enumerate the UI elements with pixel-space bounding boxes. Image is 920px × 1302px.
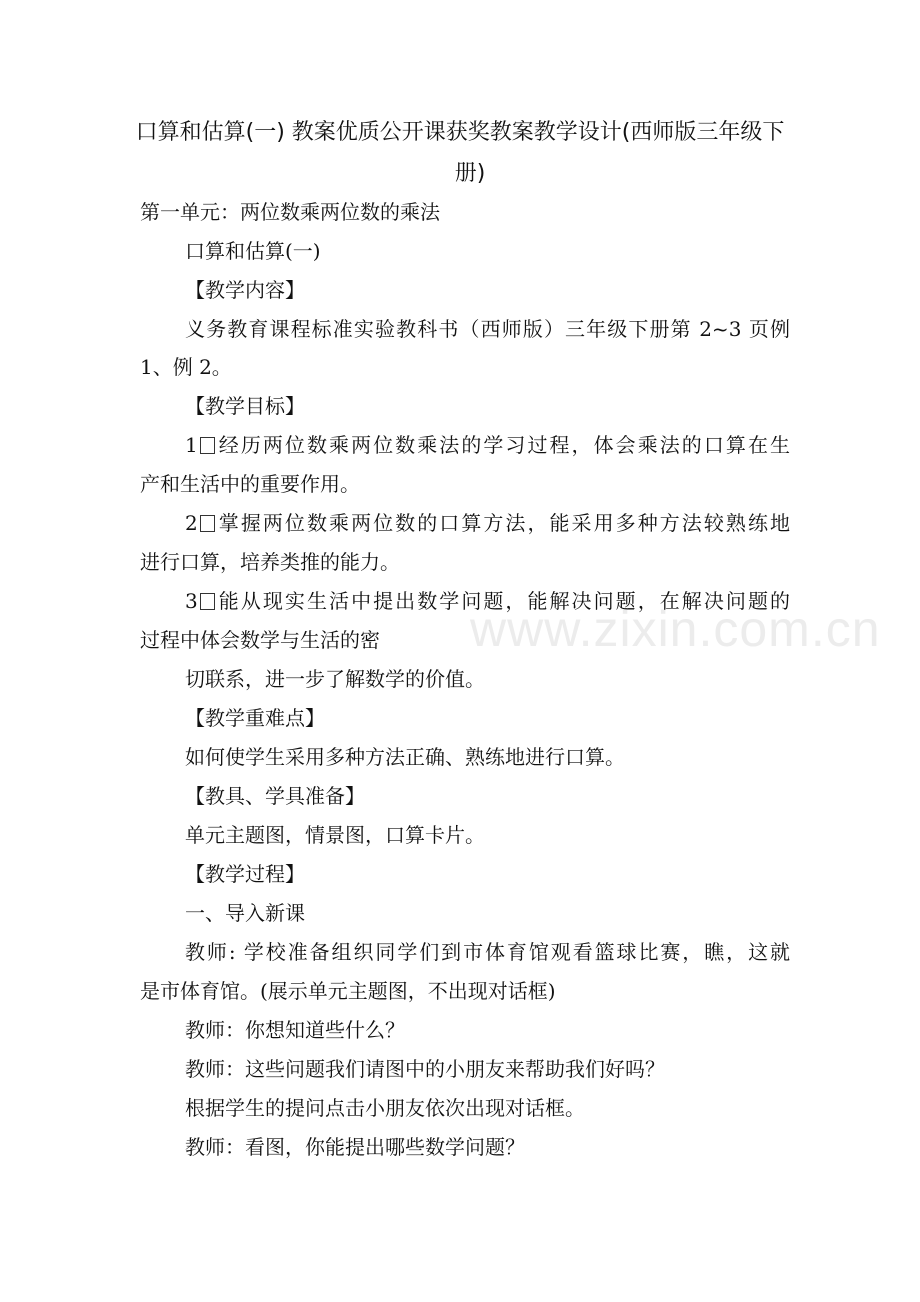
goal-3-number: 3 xyxy=(185,589,198,613)
missing-glyph-box-icon xyxy=(200,437,215,454)
goal-3-line-2: 过程中体会数学与生活的密 xyxy=(140,628,380,652)
unit-heading: 第一单元：两位数乘两位数的乘法 xyxy=(140,200,440,224)
goal-2-text: 掌握两位数乘两位数的口算方法，能采用多种方法较熟练地 xyxy=(216,511,790,535)
teacher-line-1b: 是市体育馆。(展示单元主题图，不出现对话框) xyxy=(140,979,556,1003)
goal-1-line-2: 产和生活中的重要作用。 xyxy=(140,472,360,496)
step-1-heading: 一、导入新课 xyxy=(185,901,305,925)
goal-3-line-1 xyxy=(185,587,790,615)
section-prep-heading: 【教具、学具准备】 xyxy=(185,784,365,808)
section-key-heading: 【教学重难点】 xyxy=(185,706,325,730)
section-goal-heading: 【教学目标】 xyxy=(185,394,305,418)
goal-3-text: 能从现实生活中提出数学问题，能解决问题，在解决问题的 xyxy=(216,589,790,613)
teacher-line-5: 教师：看图，你能提出哪些数学问题？ xyxy=(185,1135,525,1159)
key-text: 如何使学生采用多种方法正确、熟练地进行口算。 xyxy=(185,745,625,769)
goal-2-line-2: 进行口算，培养类推的能力。 xyxy=(140,550,400,574)
section-content-heading: 【教学内容】 xyxy=(185,278,305,302)
missing-glyph-box-icon xyxy=(200,515,215,532)
goal-2-number: 2 xyxy=(185,511,198,535)
lesson-heading: 口算和估算(一) xyxy=(185,239,321,263)
prep-text: 单元主题图，情景图，口算卡片。 xyxy=(185,823,485,847)
content-text-1: 义务教育课程标准实验教科书（西师版）三年级下册第 2~3 页例 xyxy=(185,317,790,341)
goal-3-line-3: 切联系，进一步了解数学的价值。 xyxy=(185,667,485,691)
missing-glyph-box-icon xyxy=(200,593,215,610)
doc-title-line2: 册) xyxy=(454,161,486,186)
goal-1-line-1 xyxy=(185,431,790,459)
content-text-2: 1、例 2。 xyxy=(140,355,232,379)
goal-1-text: 经历两位数乘两位数乘法的学习过程，体会乘法的口算在生 xyxy=(216,433,790,457)
section-process-heading: 【教学过程】 xyxy=(185,862,305,886)
teacher-line-2: 教师：你想知道些什么？ xyxy=(185,1018,405,1042)
teacher-line-1a: 教师: 学校准备组织同学们到市体育馆观看篮球比赛，瞧，这就 xyxy=(185,940,790,964)
goal-2-line-1 xyxy=(185,509,790,537)
teacher-line-4: 根据学生的提问点击小朋友依次出现对话框。 xyxy=(185,1096,585,1120)
teacher-line-3: 教师：这些问题我们请图中的小朋友来帮助我们好吗？ xyxy=(185,1057,665,1081)
goal-1-number: 1 xyxy=(185,433,198,457)
doc-title-line1: 口算和估算(一) 教案优质公开课获奖教案教学设计(西师版三年级下 xyxy=(135,120,785,145)
watermark: www.zixin.com.cn xyxy=(470,601,881,657)
